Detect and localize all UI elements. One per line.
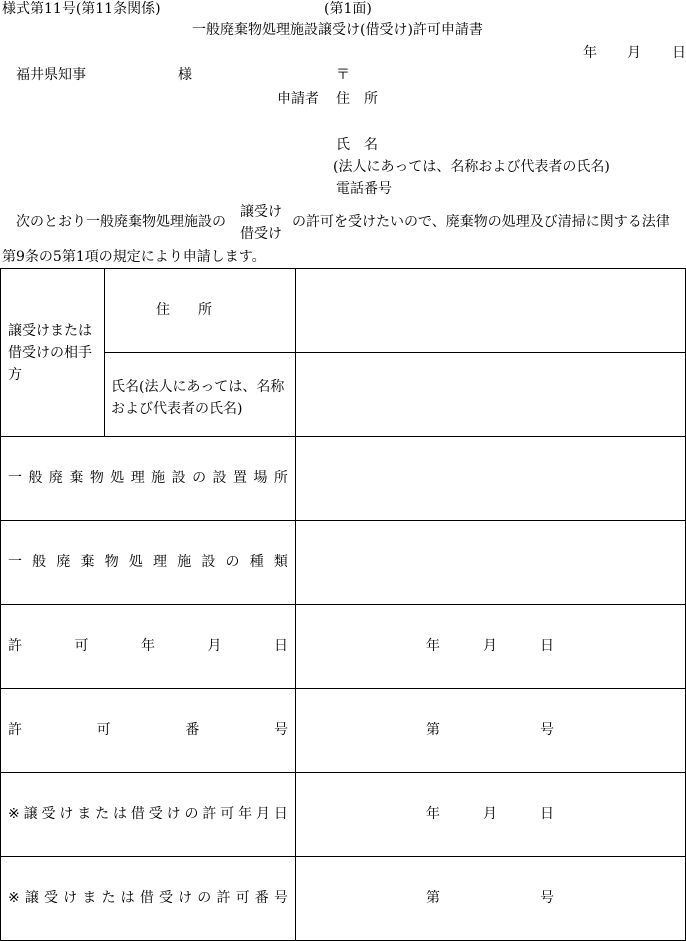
postal-mark: 〒 [336,67,350,83]
table-line [0,604,686,605]
addressee-governor: 福井県知事 [16,67,86,83]
row-label-facility-type [8,555,288,569]
label-char: 受 [44,890,59,906]
label-char: 日 [540,806,554,822]
row-value-installation-site[interactable] [296,437,685,520]
label-char: け [166,806,181,822]
party-name-value[interactable] [296,353,685,436]
label-char: 物 [89,470,104,486]
label-char: は [120,890,135,906]
label-char: 譲 [23,806,38,822]
table-line [104,268,105,436]
label-char: 号 [540,890,554,906]
document-title: 一般廃棄物処理施設譲受け(借受け)許可申請書 [192,22,483,38]
label-char: 年 [238,806,253,822]
row-label-permit-date [8,639,288,653]
label-char: 許 [8,638,22,654]
table-line [0,772,686,773]
option-transfer: 譲受け [240,204,282,220]
label-char: 借 [139,890,154,906]
body-text-line1-before: 次のとおり一般廃棄物処理施設の [16,214,226,230]
label-char: け [59,806,74,822]
label-char: け [63,890,78,906]
applicant-name-note: (法人にあっては、名称および代表者の氏名) [333,159,610,175]
label-char: 許 [202,806,217,822]
label-char: 廃 [48,470,63,486]
label-char: は [112,806,127,822]
label-char: の [184,806,199,822]
label-char: 施 [151,470,166,486]
label-char: 年 [426,806,440,822]
row-value-permit-date[interactable] [426,639,554,653]
label-char: ※ [8,890,20,906]
option-lease: 借受け [240,226,282,242]
row-label-installation-site [8,471,288,485]
label-char: 種 [249,554,264,570]
party-label-line2: 借受けの相手 [8,345,92,361]
party-name-line2: および代表者の氏名) [111,401,243,417]
label-char: 年 [426,638,440,654]
applicant-phone-label: 電話番号 [336,181,392,197]
label-char: 借 [130,806,145,822]
label-char: 設 [212,470,227,486]
label-char: 理 [153,554,168,570]
label-char: 譲 [24,890,39,906]
applicant-name-label: 氏 名 [336,137,378,153]
label-char: 番 [254,890,269,906]
label-char: 所 [273,470,288,486]
table-line [0,268,1,941]
label-char: 一 [8,470,22,486]
table-line [0,856,686,857]
row-label-permit-number [8,723,288,737]
label-char: 許 [8,722,22,738]
label-char: の [192,470,207,486]
applicant-label: 申請者 [277,91,319,107]
label-char: 場 [253,470,268,486]
body-text-line2: 第9条の5第1項の規定により申請します。 [2,249,266,265]
label-char: 可 [96,722,111,738]
label-char: 可 [220,806,235,822]
label-char: 日 [274,638,288,654]
label-char: 号 [273,890,288,906]
label-char: け [178,890,193,906]
row-value-permit-number[interactable] [426,723,554,737]
body-text-line1-after: の許可を受けたいので、廃棄物の処理及び清掃に関する法律 [292,214,670,230]
date-year: 年 [583,45,597,61]
label-char: ま [82,890,97,906]
row-label-transfer-permit-number [8,891,288,905]
party-address-label: 住 所 [156,302,212,318]
label-char: 可 [235,890,250,906]
label-char: 第 [426,890,440,906]
label-char: 理 [130,470,145,486]
party-name-label [111,376,284,420]
label-char: 日 [273,806,288,822]
party-label-line1: 譲受けまたは [8,323,92,339]
label-char: 年 [141,638,155,654]
label-char: の [197,890,212,906]
label-char: 番 [185,722,200,738]
label-char: 受 [148,806,163,822]
label-char: 号 [540,722,554,738]
label-char: 月 [483,806,497,822]
row-label-transfer-permit-date [8,807,288,821]
label-char: 施 [177,554,192,570]
party-label-line3: 方 [8,367,22,383]
form-number: 様式第11号(第11条関係) [2,1,161,17]
label-char: 号 [273,722,288,738]
party-address-value[interactable] [296,269,685,352]
label-char: ※ [8,806,20,822]
party-name-line1: 氏名(法人にあっては、名称 [111,379,285,395]
label-char: 日 [540,638,554,654]
label-char: 可 [74,638,89,654]
label-char: ま [77,806,92,822]
label-char: た [95,806,110,822]
date-day: 日 [672,45,686,61]
label-char: 設 [201,554,216,570]
label-char: 般 [28,470,43,486]
date-month: 月 [627,45,641,61]
party-label [8,320,92,386]
label-char: 類 [273,554,288,570]
applicant-address-label: 住 所 [336,91,378,107]
row-value-facility-type[interactable] [296,521,685,604]
label-char: 棄 [69,470,84,486]
label-char: 設 [171,470,186,486]
row-value-transfer-permit-date[interactable] [426,807,554,821]
label-char: の [225,554,240,570]
label-char: 受 [41,806,56,822]
label-char: 棄 [80,554,95,570]
label-char: 月 [255,806,270,822]
label-char: 物 [104,554,119,570]
label-char: 般 [32,554,47,570]
label-char: 月 [207,638,222,654]
label-char: た [101,890,116,906]
row-value-transfer-permit-number[interactable] [426,891,554,905]
label-char: 置 [232,470,247,486]
addressee-honorific: 様 [178,67,192,83]
label-char: 月 [483,638,497,654]
label-char: 受 [158,890,173,906]
table-line [0,688,686,689]
label-char: 処 [110,470,125,486]
label-char: 一 [8,554,22,570]
label-char: 第 [426,722,440,738]
page-number: (第1面) [324,1,372,17]
label-char: 処 [128,554,143,570]
label-char: 許 [216,890,231,906]
label-char: 廃 [56,554,71,570]
